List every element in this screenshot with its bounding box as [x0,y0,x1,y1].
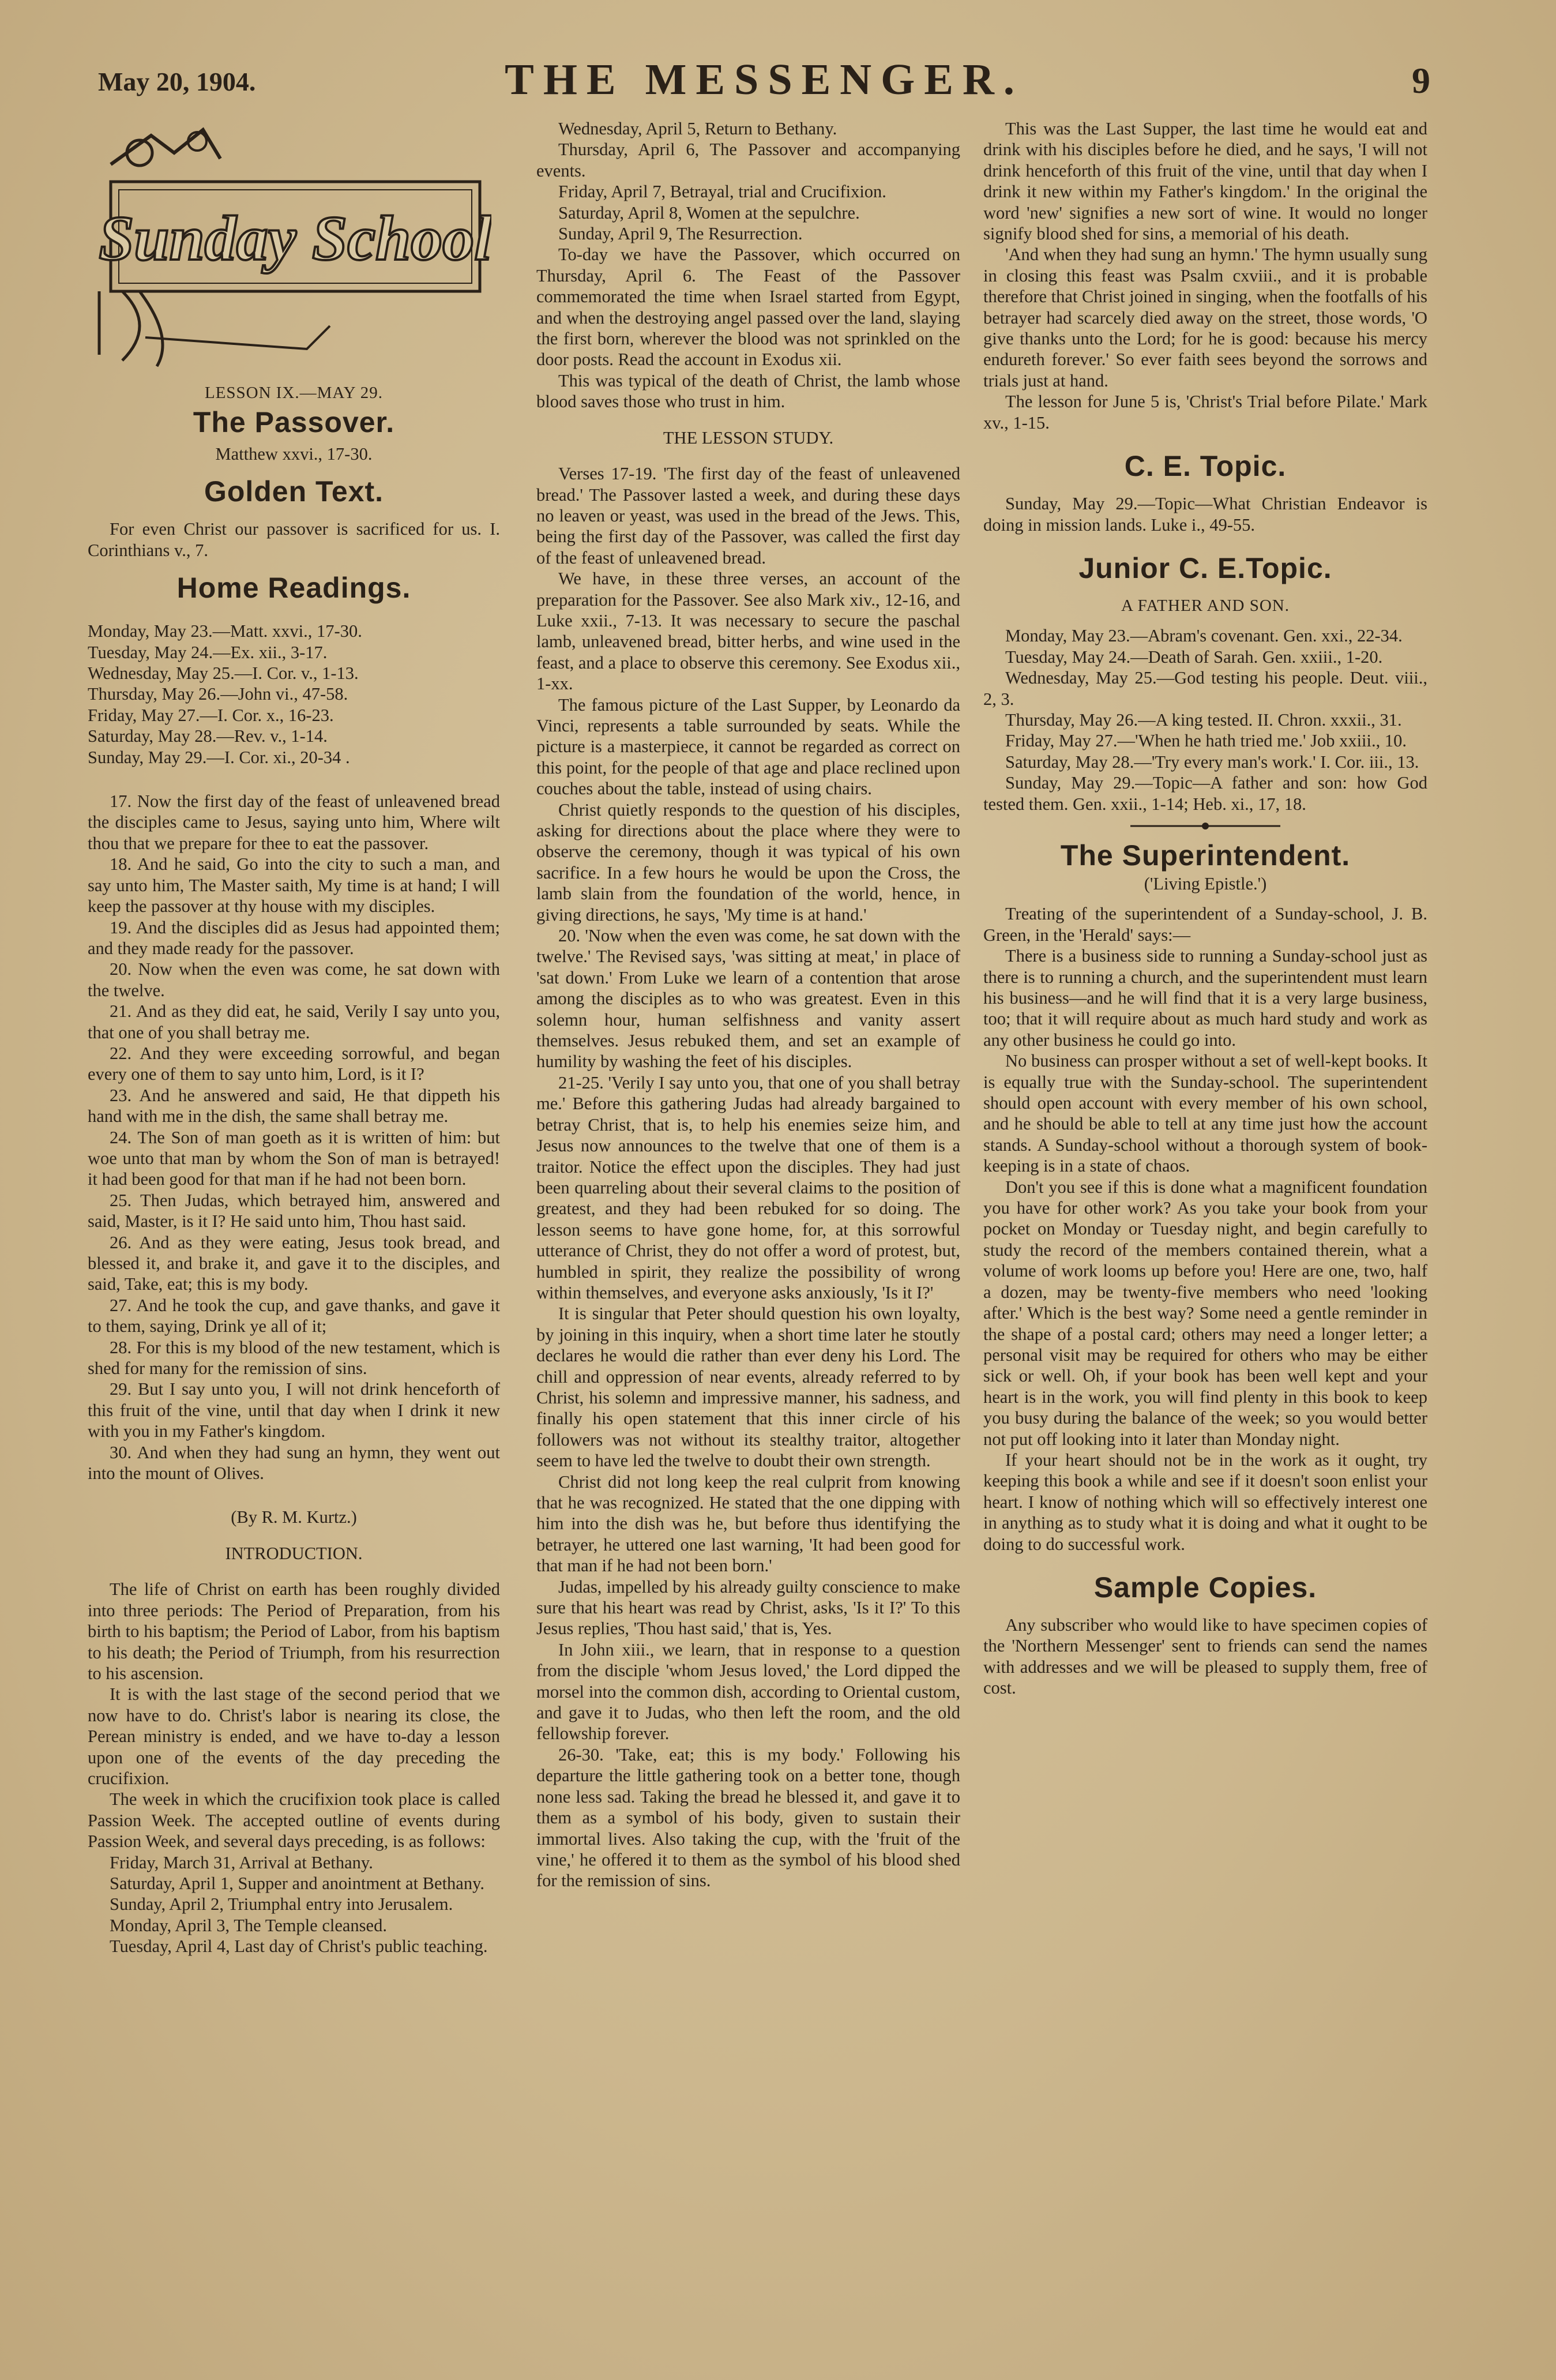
scripture-verse: 27. And he took the cup, and gave thanks, and gave it to them, saying, Drink ye all of it; [88,1295,500,1337]
home-reading-item: Thursday, May 26.—John vi., 47-58. [88,684,348,704]
golden-text: For even Christ our passover is sacrificed for us. I. Corinthians v., 7. [88,519,500,560]
study-paragraph: Judas, impelled by his already guilty conscience to make sure that his heart was read by Christ, asks, 'Is it I?' To this Jesus replies, 'Thou hast said,' that is, Yes. [536,1576,960,1639]
scripture-verse: 24. The Son of man goeth as it is written of him: but woe unto that man by whom the Son of man is betrayed! it had been good for that man if he had not been born. [88,1127,500,1189]
passion-week-item: Tuesday, April 4, Last day of Christ's public teaching. [110,1936,488,1957]
junior-topic-item: Friday, May 27.—'When he hath tried me.' Job xxiii., 10. [1005,731,1407,751]
passion-week-item: Friday, April 7, Betrayal, trial and Crucifixion. [558,182,886,202]
sample-copies-heading: Sample Copies. [1093,1571,1317,1604]
passion-week-item: Saturday, April 8, Women at the sepulchre. [558,202,860,223]
sunday-school-banner [88,118,491,372]
intro-paragraph: The week in which the crucifixion took place is called Passion Week. The accepted outline of events during Passion Week, and several days preceding, is as follows: [88,1789,500,1852]
scripture-verse: 25. Then Judas, which betrayed him, answered and said, Master, is it I? He said unto him, Thou hast said. [88,1190,500,1232]
home-reading-item: Friday, May 27.—I. Cor. x., 16-23. [88,705,334,725]
column-2 [536,118,960,1891]
superintendent-heading: The Superintendent. [1060,839,1351,872]
home-reading-item: Wednesday, May 25.—I. Cor. v., 1-13. [88,663,359,684]
lesson-number: LESSON IX.—MAY 29. [204,384,384,402]
section-divider [983,814,1427,838]
ce-topic-text: Sunday, May 29.—Topic—What Christian Endeavor is doing in mission lands. Luke i., 49-55. [983,494,1427,535]
lesson-study-heading: THE LESSON STUDY. [663,427,834,448]
study-paragraph: This was the Last Supper, the last time he would eat and drink with his disciples before he died, and he says, 'I will not drink henceforth of this fruit of the vine, until that day when I drink it new within my Father's kingdom.' In the original the word 'new' signifies a new sort of wine. It would no longer signify blood shed for sins, a memorial of his death. [983,119,1427,244]
lesson-reference: Matthew xxvi., 17-30. [215,444,373,464]
sample-copies-text: Any subscriber who would like to have specimen copies of the 'Northern Messenger' sent to friends can send the names with addresses and we will be pleased to supply them, free of cost. [983,1615,1427,1698]
junior-topic-item: Thursday, May 26.—A king tested. II. Chron. xxxii., 31. [1005,710,1402,730]
home-reading-item: Monday, May 23.—Matt. xxvi., 17-30. [88,621,362,641]
passion-week-item: Wednesday, April 5, Return to Bethany. [558,119,837,138]
passion-week-item: Thursday, April 6, The Passover and accompanying events. [536,140,960,181]
scripture-verse: 26. And as they were eating, Jesus took bread, and blessed it, and brake it, and gave it to the disciples, and said, Take, eat; this is my body. [88,1232,500,1294]
banner-ornament-illustration [88,118,491,372]
scripture-verse: 20. Now when the even was come, he sat down with the twelve. [88,959,500,1000]
intro-paragraph: The life of Christ on earth has been roughly divided into three periods: The Period of Preparation, from his birth to his baptism; the Period of Labor, from his baptism to his death; the Period of Triumph, from his resurrection to his ascension. [88,1579,500,1683]
scripture-verse: 28. For this is my blood of the new testament, which is shed for many for the remission of sins. [88,1337,500,1379]
superintendent-source: ('Living Epistle.') [1144,873,1267,894]
junior-topic-item: Monday, May 23.—Abram's covenant. Gen. xxi., 22-34. [1005,626,1403,646]
introduction-heading: INTRODUCTION. [225,1543,363,1563]
passion-week-item: Monday, April 3, The Temple cleansed. [110,1915,387,1935]
scripture-verse: 18. And he said, Go into the city to such a man, and say unto him, The Master saith, My time is at hand; I will keep the passover at thy house with my disciples. [88,854,500,917]
ornament-rule-icon [1119,820,1292,832]
study-paragraph: 21-25. 'Verily I say unto you, that one of you shall betray me.' Before this gathering Judas had already bargained to betray Christ, that is, to help his enemies seize him, and Jesus now announces to the twelve that one of them is a traitor. Notice the effect upon the disciples. They had just been quarreling about their several claims to the position of greatest, and they had been rebuked for so doing. The lesson seems to have gone home, for, at this sorrowful utterance of Christ, they do not offer a word of protest, but, humbled in spirit, they realize the possibility of wrong within themselves, and everyone asks anxiously, 'Is it I?' [536,1072,960,1302]
scripture-verse: 19. And the disciples did as Jesus had appointed them; and they made ready for the passover. [88,917,500,958]
golden-text-heading: Golden Text. [204,475,384,508]
scripture-verse: 21. And as they did eat, he said, Verily I say unto you, that one of you shall betray me. [88,1001,500,1042]
home-reading-item: Tuesday, May 24.—Ex. xii., 3-17. [88,642,328,662]
study-paragraph: 26-30. 'Take, eat; this is my body.' Following his departure the little gathering took on a better tone, though none less sad. Taking the bread he blessed it, and gave it to them as a symbol of his body, given to sustain their immortal lives. Also taking the cup, with the 'fruit of the vine,' he offered it to them as the symbol of his blood shed for the remission of sins. [536,1744,960,1891]
scripture-verse: 29. But I say unto you, I will not drink henceforth of this fruit of the vine, until that day when I drink it new with you in my Father's kingdom. [88,1379,500,1441]
masthead [98,55,1430,107]
issue-date: May 20, 1904. [98,67,256,96]
passion-week-item: Sunday, April 9, The Resurrection. [558,224,803,244]
superintendent-paragraph: If your heart should not be in the work as it ought, try keeping this book a while and see if it doesn't soon enlist your heart. I know of nothing which will so effectively interest one in anything as to study what it is doing and what it ought to be doing to do successful work. [983,1450,1427,1554]
intro-paragraph: To-day we have the Passover, which occurred on Thursday, April 6. The Feast of the Passover commemorated the time when Israel started from Egypt, and when the destroying angel passed over the land, slaying the first born, wherever the blood was not sprinkled on the door posts. Read the account in Exodus xii. [536,245,960,370]
scripture-verse: 22. And they were exceeding sorrowful, and began every one of them to say unto him, Lord, is it I? [88,1043,500,1084]
study-paragraph: It is singular that Peter should question his own loyalty, by joining in this inquiry, when a short time later he stoutly declares he would die rather than ever deny his Lord. The chill and oppression of near events, already referred to by Christ, his solemn and impressive manner, his sadness, and finally his open statement that this inner circle of his followers was not without its stealthy traitor, altogether seem to have led the twelve to doubt their own strength. [536,1304,960,1471]
page-number: 9 [1412,60,1430,101]
scripture-verse: 17. Now the first day of the feast of unleavened bread the disciples came to Jesus, saying unto him, Where wilt thou that we prepare for thee to eat the passover. [88,791,500,853]
study-paragraph: 20. 'Now when the even was come, he sat down with the twelve.' The Revised says, 'was sitting at meat,' in place of 'sat down.' From Luke we learn of a contention that arose among the disciples as to who was greatest. Even in this solemn hour, human selfishness and vanity assert themselves. Jesus rebuked them, and set an example of humility by washing the feet of his disciples. [536,926,960,1072]
home-reading-item: Sunday, May 29.—I. Cor. xi., 20-34 . [88,747,350,767]
study-paragraph: Christ did not long keep the real culprit from knowing that he was recognized. He stated that the one dipping with him into the dish was he, but before thus identifying the betrayer, he uttered one last warning, 'It had been good for that man if he had not been born.' [536,1471,960,1576]
junior-topic-item: Sunday, May 29.—Topic—A father and son: how God tested them. Gen. xxii., 1-14; Heb. xi., 17, 18. [983,773,1427,814]
study-paragraph: Verses 17-19. 'The first day of the feast of unleavened bread.' The Passover lasted a week, and during these days no leaven or yeast, was used in the bread of the Jews. This, being the first day of the Passover, was called the first day of the feast of unleavened bread. [536,464,960,568]
study-paragraph: The famous picture of the Last Supper, by Leonardo da Vinci, represents a table surrounded by seats. While the picture is a masterpiece, it cannot be regarded as correct on this point, for the people of that age and place reclined upon couches about the table, instead of using chairs. [536,695,960,799]
intro-paragraph: This was typical of the death of Christ, the lamb whose blood saves those who trust in him. [536,370,960,412]
study-paragraph: 'And when they had sung an hymn.' The hymn usually sung in closing this feast was Psalm cxviii., and it is probable therefore that Christ joined in singing, when the footfalls of his betrayer had scarcely died away on the street, those words, 'O give thanks unto the Lord; for he is good: because his mercy endureth forever.' So ever faith sees beyond the sorrows and trials just at hand. [983,245,1427,391]
superintendent-paragraph: No business can prosper without a set of well-kept books. It is equally true with the Sunday-school. The superintendent should open account with every member of his own school, and he should be able to tell at any time just how the account stands. A Sunday-school without a thorough system of book-keeping is in a state of chaos. [983,1051,1427,1176]
intro-paragraph: It is with the last stage of the second period that we now have to do. Christ's labor is nearing its close, the Perean ministry is ended, and we have to-day a lesson upon one of the events of the day preceding the crucifixion. [88,1684,500,1788]
superintendent-paragraph: There is a business side to running a Sunday-school just as there is to running a church, and the superintendent must learn his business—and he will find that it is a very large business, too; that it will require about as much hard study and work as any other business he could go into. [983,946,1427,1050]
passion-week-item: Saturday, April 1, Supper and anointment at Bethany. [110,1873,484,1893]
scripture-verse: 30. And when they had sung an hymn, they went out into the mount of Olives. [88,1442,500,1484]
passion-week-item: Sunday, April 2, Triumphal entry into Jerusalem. [110,1894,453,1914]
study-paragraph: Christ quietly responds to the question of his disciples, asking for directions about the place where they were to observe the ceremony, though it was typical of his own sacrifice. In a few hours he would be upon the Cross, the lamb slain from the foundation of the world, hence, in giving directions, he says, 'My time is at hand.' [536,799,960,925]
column-1 [88,118,500,1957]
column-3 [983,118,1427,1699]
study-paragraph: We have, in these three verses, an account of the preparation for the Passover. See also Mark xiv., 12-16, and Luke xxii., 7-13. It was necessary to secure the paschal lamb, unleavened bread, bitter herbs, and wine used in the feast, and a place to observe this ceremony. See Exodus xii., 1-xx. [536,569,960,694]
passion-week-item: Friday, March 31, Arrival at Bethany. [110,1852,373,1872]
newspaper-title: THE MESSENGER. [505,55,1024,104]
superintendent-paragraph: Treating of the superintendent of a Sunday-school, J. B. Green, in the 'Herald' says:— [983,904,1427,945]
byline: (By R. M. Kurtz.) [231,1507,357,1527]
junior-topic-item: Saturday, May 28.—'Try every man's work.' I. Cor. iii., 13. [1005,752,1419,772]
junior-topic-subheading: A FATHER AND SON. [1121,596,1290,615]
banner-title: Sunday School [99,203,491,273]
lesson-title: The Passover. [193,406,395,438]
junior-topic-item: Wednesday, May 25.—God testing his people. Deut. viii., 2, 3. [983,668,1427,709]
home-readings-list [88,621,500,768]
home-readings-heading: Home Readings. [176,572,411,605]
study-paragraph: The lesson for June 5 is, 'Christ's Trial before Pilate.' Mark xv., 1-15. [983,392,1427,433]
junior-topic-heading: Junior C. E.Topic. [1078,551,1332,584]
junior-topic-item: Tuesday, May 24.—Death of Sarah. Gen. xxiii., 1-20. [1005,647,1383,667]
scripture-verse: 23. And he answered and said, He that dippeth his hand with me in the dish, the same shall betray me. [88,1085,500,1127]
superintendent-paragraph: Don't you see if this is done what a magnificent foundation you have for other work? As you take your book from your pocket on Monday or Tuesday night, and begin carefully to study the record of the members contained therein, what a volume of work looms up before you! Here are one, two, half a dozen, may be twenty-five members who need 'looking after.' Which is the best way? Some need a gentle reminder in the shape of a postal card; others may need a longer letter; a personal visit may be required for others who may be either sick or well. Oh, if your book has been well kept and your heart is in the work, you will find plenty in this book to keep you busy during the balance of the week; so you would better not put off looking into it later than Monday night. [983,1177,1427,1449]
home-reading-item: Saturday, May 28.—Rev. v., 1-14. [88,726,328,746]
ce-topic-heading: C. E. Topic. [1124,450,1287,483]
study-paragraph: In John xiii., we learn, that in response to a question from the disciple 'whom Jesus loved,' the Lord dipped the morsel into the common dish, according to Oriental custom, and gave it to Judas, who then left the room, and the old fellowship forever. [536,1639,960,1744]
